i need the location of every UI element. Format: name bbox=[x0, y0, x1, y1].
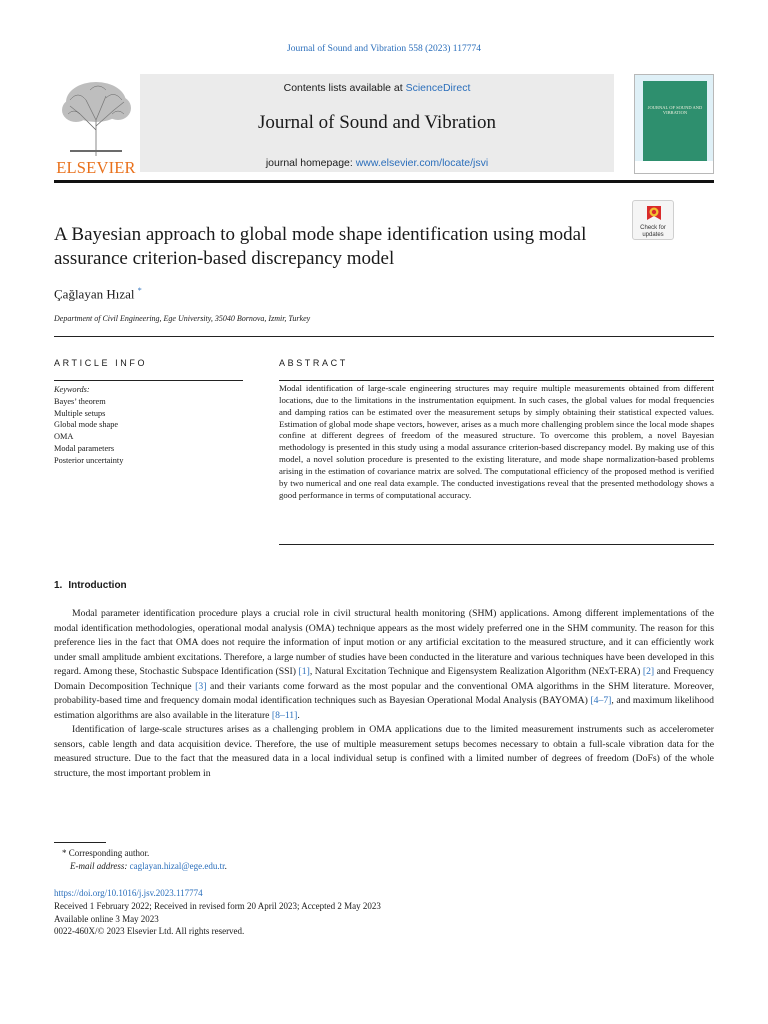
available-online: Available online 3 May 2023 bbox=[54, 913, 159, 924]
citation-link[interactable]: [3] bbox=[195, 680, 207, 692]
introduction-body bbox=[54, 607, 714, 781]
contents-prefix: Contents lists available at bbox=[283, 82, 406, 94]
journal-homepage-link[interactable]: www.elsevier.com/locate/jsvi bbox=[355, 157, 489, 169]
cover-band bbox=[635, 161, 713, 173]
keyword-item: Multiple setups bbox=[54, 408, 106, 418]
publisher-wordmark: ELSEVIER bbox=[56, 158, 136, 177]
header-divider bbox=[54, 336, 714, 337]
contents-line bbox=[140, 82, 614, 94]
intro-paragraph-1 bbox=[54, 607, 714, 723]
homepage-prefix: journal homepage: bbox=[265, 157, 356, 169]
section-title: Introduction bbox=[68, 580, 127, 591]
copyright: 0022-460X/© 2023 Elsevier Ltd. All rights reserved. bbox=[54, 926, 245, 937]
keyword-item: Posterior uncertainty bbox=[54, 455, 124, 465]
footnotes bbox=[62, 847, 227, 872]
keywords-label: Keywords: bbox=[54, 385, 90, 394]
citation-link[interactable]: [4–7] bbox=[590, 695, 612, 706]
author-name[interactable]: Çağlayan Hızal bbox=[54, 286, 135, 302]
text-run: and Frequency Domain Decomposition Technique bbox=[54, 666, 715, 692]
keyword-item: Modal parameters bbox=[54, 443, 115, 453]
email-note bbox=[62, 860, 227, 873]
corresponding-author-mark[interactable]: * bbox=[137, 286, 142, 295]
masthead-banner bbox=[140, 74, 614, 172]
journal-citation[interactable]: Journal of Sound and Vibration 558 (2023) 117774 bbox=[287, 44, 481, 54]
keyword-item: Global mode shape bbox=[54, 420, 119, 430]
abstract-text: Modal identification of large-scale engineering structures may require multiple measurements obtained from different locations, due to the limitations in the instrumentation equipment. In such cases, the global values for modal frequencies and damping ratios can be estimated over the measurement setups by simply obtaining their statistical expected values. Estimation of global mode shape vectors, however, arises as a much more challenging problem since the local mode shapes confine at different degrees of freedom of the measured structure. To overcome this problem, a novel Bayesian methodology is presented in this study using a modal assurance criterion-based discrepancy model. By making use of this model, a novel solution procedure is presented to the existing literature, and mode shape normalization-based problems arising in the estimation of covariance matrix are solved. The computational efficiency of the proposed method is verified by two numerical and one real data example. The conducted investigations reveal that the presented methodology shows a good performance in terms of computational accuracy. bbox=[279, 383, 714, 500]
author-line bbox=[54, 286, 142, 302]
check-updates-label: Check for updates bbox=[640, 225, 666, 238]
footnote-rule bbox=[54, 842, 106, 843]
sciencedirect-link[interactable]: ScienceDirect bbox=[405, 82, 471, 94]
keyword-item: Bayes’ theorem bbox=[54, 396, 106, 406]
article-info-heading: ARTICLE INFO bbox=[54, 358, 148, 368]
intro-paragraph-2: Identification of large-scale structures arises as a challenging problem in OMA applications due to the limited measurement instruments such as accelerometer sensors, cable length and data acquisition device. Therefore, the use of multiple measurement setups becomes necessary to obtain a full-scale vibration data for the measured structure. Due to the fact that the measured data in a local individual setup is confined with a limited number of degrees of freedom (DoFs) of the whole structure, the most important problem in bbox=[54, 724, 714, 779]
article-info-rule bbox=[54, 380, 243, 381]
citation-link[interactable]: [8–11] bbox=[271, 709, 298, 721]
citation-link[interactable]: [1] bbox=[298, 666, 310, 677]
cover-panel bbox=[643, 81, 707, 163]
corresponding-author-note bbox=[62, 847, 227, 860]
author-affiliation: Department of Civil Engineering, Ege University, 35040 Bornova, Izmir, Turkey bbox=[54, 314, 311, 323]
abstract-bottom-rule bbox=[279, 544, 714, 545]
homepage-line bbox=[140, 157, 614, 169]
elsevier-tree-icon bbox=[60, 80, 132, 156]
citation-link[interactable]: [2] bbox=[642, 666, 655, 677]
section-number: 1. bbox=[54, 580, 63, 591]
email-suffix: . bbox=[224, 860, 227, 871]
introduction-heading bbox=[54, 580, 133, 591]
elsevier-logo[interactable] bbox=[54, 80, 138, 176]
journal-title: Journal of Sound and Vibration bbox=[257, 112, 497, 133]
text-run: . bbox=[297, 709, 300, 721]
crossmark-icon bbox=[645, 204, 663, 224]
masthead-rule bbox=[54, 180, 714, 183]
doi-link[interactable]: https://doi.org/10.1016/j.jsv.2023.117774 bbox=[54, 888, 203, 898]
journal-cover-thumbnail[interactable] bbox=[634, 74, 714, 174]
publication-info bbox=[54, 887, 381, 938]
footnote-text: Corresponding author. bbox=[68, 848, 150, 858]
keywords-list bbox=[54, 384, 123, 467]
cover-title: JOURNAL OF SOUND AND VIBRATION bbox=[647, 105, 703, 115]
text-run: , Natural Excitation Technique and Eigensystem Realization Algorithm (NExT-ERA) bbox=[309, 666, 643, 677]
journal-masthead bbox=[54, 74, 714, 177]
email-label: E-mail address: bbox=[70, 860, 128, 871]
text-run: and their variants come forward as the most popular and the conventional OMA algorithms in the SHM literature. Moreover, probability-based time and frequency domain modal identification techniques such as Bayesian Operational Modal Analysis (BAYOMA) bbox=[54, 680, 715, 706]
keyword-item: OMA bbox=[54, 432, 74, 442]
received-dates: Received 1 February 2022; Received in revised form 20 April 2023; Accepted 2 May 2023 bbox=[54, 900, 381, 911]
text-run: Modal parameter identification procedure plays a crucial role in civil structural health monitoring (SHM) applications. Among different implementations of the modal identification methodologies, operational modal analysis (OMA) technique appears as the most widely preferred one in the SHM community. The reason for this preference lies in the fact that OMA does not require the information of input motion or any artificial excitation to the measured structure, and it can efficiently work under small amplitude ambient excitations. Therefore, a large number of studies have been conducted in the literature and various techniques have been developed in this regard. Among these, Stochastic Subspace Identification (SSI) bbox=[54, 608, 714, 677]
footnote-mark: * bbox=[62, 848, 67, 858]
abstract-rule bbox=[279, 380, 714, 381]
abstract-heading: ABSTRACT bbox=[279, 358, 348, 368]
author-email-link[interactable]: caglayan.hizal@ege.edu.tr bbox=[129, 860, 225, 871]
check-for-updates-button[interactable] bbox=[632, 200, 674, 240]
article-title: A Bayesian approach to global mode shape identification using modal assurance criterion-based discrepancy model bbox=[54, 224, 587, 269]
text-run: , and maximum likelihood estimation algorithms are also available in the literature bbox=[54, 695, 714, 721]
